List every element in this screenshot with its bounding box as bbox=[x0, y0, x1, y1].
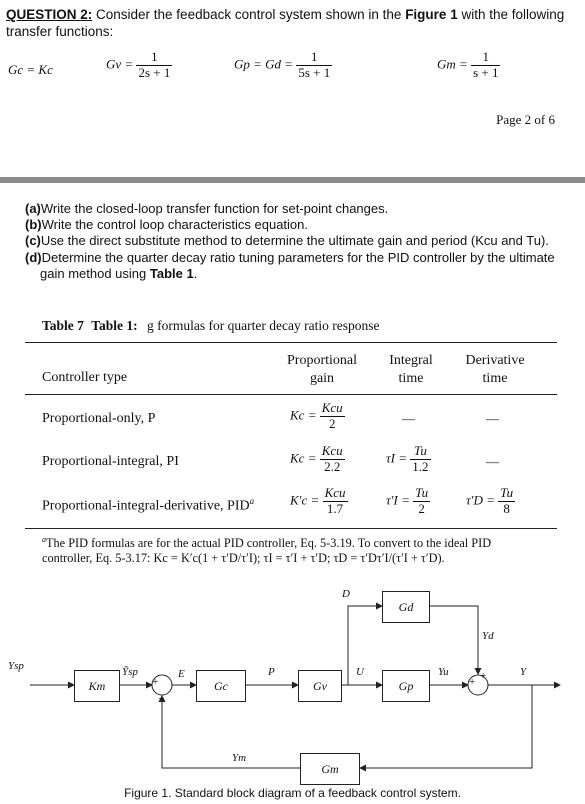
table-caption-prefix: Table 7 bbox=[42, 318, 84, 333]
label-y: Y bbox=[520, 666, 527, 678]
part-d-table-ref: Table 1 bbox=[149, 265, 194, 281]
row-p-derivative: — bbox=[486, 411, 499, 426]
label-yd: Yd bbox=[482, 630, 494, 642]
row-pid-der-den: 8 bbox=[503, 500, 510, 516]
row-pi-gain-den: 2.2 bbox=[324, 458, 341, 474]
part-d-cont bbox=[25, 266, 580, 282]
label-ysp-tilde: Ỹsp bbox=[122, 666, 138, 678]
sj2-plus-left: + bbox=[469, 676, 476, 688]
question-text bbox=[6, 6, 581, 40]
tf-gv bbox=[106, 50, 172, 81]
page-divider bbox=[0, 177, 585, 183]
question-intro-line2: transfer functions: bbox=[6, 24, 114, 39]
question-title: QUESTION 2: bbox=[6, 7, 93, 22]
part-d-text2: gain method using bbox=[40, 265, 150, 281]
figure-caption bbox=[0, 786, 585, 800]
label-yu: Yu bbox=[438, 666, 449, 678]
tf-gm-den: s + 1 bbox=[473, 64, 499, 80]
tf-gp-gd bbox=[234, 50, 332, 81]
row-pid-int-lhs: τ′I = bbox=[386, 492, 410, 508]
sj1-plus: + bbox=[152, 676, 159, 688]
tf-gp-num: 1 bbox=[296, 50, 332, 66]
row-pid-gain-frac bbox=[323, 486, 348, 517]
part-c bbox=[25, 233, 580, 249]
th-prop-1: Proportional bbox=[287, 353, 357, 368]
tf-gc-lhs: Gc = Kc bbox=[8, 62, 53, 77]
part-d bbox=[25, 250, 580, 266]
row-pid-name-text: Proportional-integral-derivative, PID bbox=[42, 498, 250, 514]
tf-gv-num: 1 bbox=[136, 50, 172, 66]
footnote-text-1: The PID formulas are for the actual PID controller, Eq. 5-3.19. To convert to the ideal PID bbox=[46, 536, 492, 551]
row-pid-int-den: 2 bbox=[418, 500, 425, 516]
part-d-text: Determine the quarter decay ratio tuning parameters for the PID controller by the ultimate bbox=[41, 249, 555, 265]
row-p-gain-frac bbox=[320, 401, 345, 432]
part-b-text: Write the control loop characteristics equation. bbox=[41, 217, 309, 233]
footnote-line-2: controller, Eq. 5-3.17: Kc = K′c(1 + τ′D/τ′I); τI = τ′I + τ′D; τD = τ′Dτ′I/(τ′I + τ′D). bbox=[42, 551, 445, 566]
row-pid-der-frac bbox=[498, 486, 515, 517]
row-pid-der-num: Tu bbox=[500, 485, 514, 500]
row-p-gain bbox=[290, 401, 345, 432]
row-pid-integral bbox=[386, 486, 430, 517]
footnote-sup: a bbox=[42, 535, 46, 544]
part-c-label: (c) bbox=[25, 233, 41, 249]
sj1-minus: − bbox=[158, 693, 165, 705]
row-pi-gain-frac bbox=[320, 444, 345, 475]
table-caption bbox=[42, 318, 379, 334]
th-proportional-gain bbox=[276, 352, 368, 388]
row-pid-der-lhs: τ′D = bbox=[466, 492, 495, 508]
row-pi-gain bbox=[290, 444, 345, 475]
row-pid-name-sup: a bbox=[249, 496, 255, 506]
table-caption-label: Table 1: bbox=[91, 318, 138, 333]
page-number: Page 2 of 6 bbox=[496, 112, 555, 127]
table-footnote bbox=[42, 532, 562, 566]
row-p-gain-lhs: Kc = bbox=[290, 407, 317, 423]
th-prop-2: gain bbox=[309, 371, 335, 386]
wire-d bbox=[348, 606, 382, 685]
tf-gm bbox=[437, 50, 500, 81]
row-pid-int-num: Tu bbox=[415, 485, 429, 500]
table-header-rule bbox=[25, 394, 557, 395]
question-intro: Consider the feedback control system shown in the bbox=[92, 7, 406, 22]
row-pi-int-lhs: τI = bbox=[386, 450, 408, 466]
table-caption-text: g formulas for quarter decay ratio response bbox=[147, 318, 380, 333]
part-c-text: Use the direct substitute method to determine the ultimate gain and period (Kcu and Tu). bbox=[40, 233, 549, 249]
th-controller-type: Controller type bbox=[42, 370, 128, 385]
label-ym: Ym bbox=[232, 752, 247, 764]
part-d-label: (d) bbox=[25, 249, 42, 265]
tf-gv-den: 2s + 1 bbox=[138, 64, 171, 80]
block-gd: Gd bbox=[382, 591, 430, 623]
part-a-label: (a) bbox=[25, 201, 41, 216]
row-pi-gain-num: Kcu bbox=[321, 443, 343, 458]
wire-yd bbox=[430, 606, 478, 674]
tf-gp-fraction bbox=[296, 50, 332, 81]
question-intro-end: with the following bbox=[457, 7, 565, 22]
row-pi-int-den: 1.2 bbox=[412, 458, 429, 474]
row-pid-derivative bbox=[466, 486, 515, 517]
label-e: E bbox=[178, 668, 185, 680]
part-b bbox=[25, 217, 580, 233]
row-pi-int-num: Tu bbox=[410, 444, 430, 460]
tf-gm-fraction bbox=[471, 50, 500, 81]
th-der-2: time bbox=[482, 371, 508, 386]
tf-gv-lhs: Gv = bbox=[106, 56, 134, 72]
tf-gc bbox=[8, 62, 53, 78]
row-pi-integral bbox=[386, 444, 431, 475]
footnote-line-1 bbox=[42, 532, 562, 551]
row-pid-name bbox=[42, 496, 254, 515]
label-ysp: Ysp bbox=[8, 660, 24, 672]
block-gc: Gc bbox=[196, 670, 246, 702]
row-pi-derivative: — bbox=[486, 454, 499, 469]
row-pid-gain-lhs: K′c = bbox=[290, 492, 320, 508]
block-gp: Gp bbox=[382, 670, 430, 702]
label-u: U bbox=[356, 666, 364, 678]
row-pi-gain-lhs: Kc = bbox=[290, 450, 317, 466]
block-gm: Gm bbox=[300, 753, 360, 785]
wire-ym bbox=[162, 696, 300, 768]
th-int-1: Integral bbox=[389, 353, 433, 368]
block-km: Km bbox=[74, 670, 120, 702]
block-gv: Gv bbox=[298, 670, 342, 702]
row-pi-int-frac bbox=[410, 444, 430, 475]
sj2-plus-top: + bbox=[480, 670, 487, 682]
figure-caption-text: Figure 1. Standard block diagram of a feedback control system. bbox=[124, 786, 461, 800]
row-pid-int-frac bbox=[413, 486, 430, 517]
th-integral-time bbox=[380, 352, 442, 388]
row-pid-gain-den: 1.7 bbox=[326, 500, 344, 516]
part-d-end: . bbox=[193, 265, 198, 281]
tf-gv-fraction bbox=[136, 50, 172, 81]
th-der-1: Derivative bbox=[465, 353, 525, 368]
label-d: D bbox=[342, 588, 350, 600]
table-bottom-rule bbox=[25, 528, 557, 529]
tf-gp-lhs: Gp = Gd = bbox=[234, 56, 294, 72]
tf-gm-lhs: Gm = bbox=[437, 56, 468, 72]
row-p-gain-den: 2 bbox=[328, 415, 336, 431]
tf-gm-num: 1 bbox=[471, 50, 500, 66]
tf-gp-den: 5s + 1 bbox=[298, 64, 331, 80]
row-p-gain-num: Kcu bbox=[321, 400, 343, 415]
table-top-rule bbox=[25, 342, 557, 343]
part-a-text: Write the closed-loop transfer function for set-point changes. bbox=[40, 201, 389, 216]
row-p-name: Proportional-only, P bbox=[42, 411, 156, 426]
label-p: P bbox=[268, 666, 275, 678]
question-parts bbox=[25, 201, 580, 282]
row-pid-gain bbox=[290, 486, 348, 517]
row-p-integral: — bbox=[402, 411, 415, 426]
figure-reference: Figure 1 bbox=[405, 7, 458, 22]
row-pi-name: Proportional-integral, PI bbox=[42, 454, 179, 469]
th-derivative-time bbox=[460, 352, 530, 388]
row-pid-gain-num: Kcu bbox=[324, 485, 346, 500]
part-a bbox=[25, 201, 580, 217]
th-int-2: time bbox=[398, 371, 424, 386]
part-b-label: (b) bbox=[25, 217, 42, 233]
